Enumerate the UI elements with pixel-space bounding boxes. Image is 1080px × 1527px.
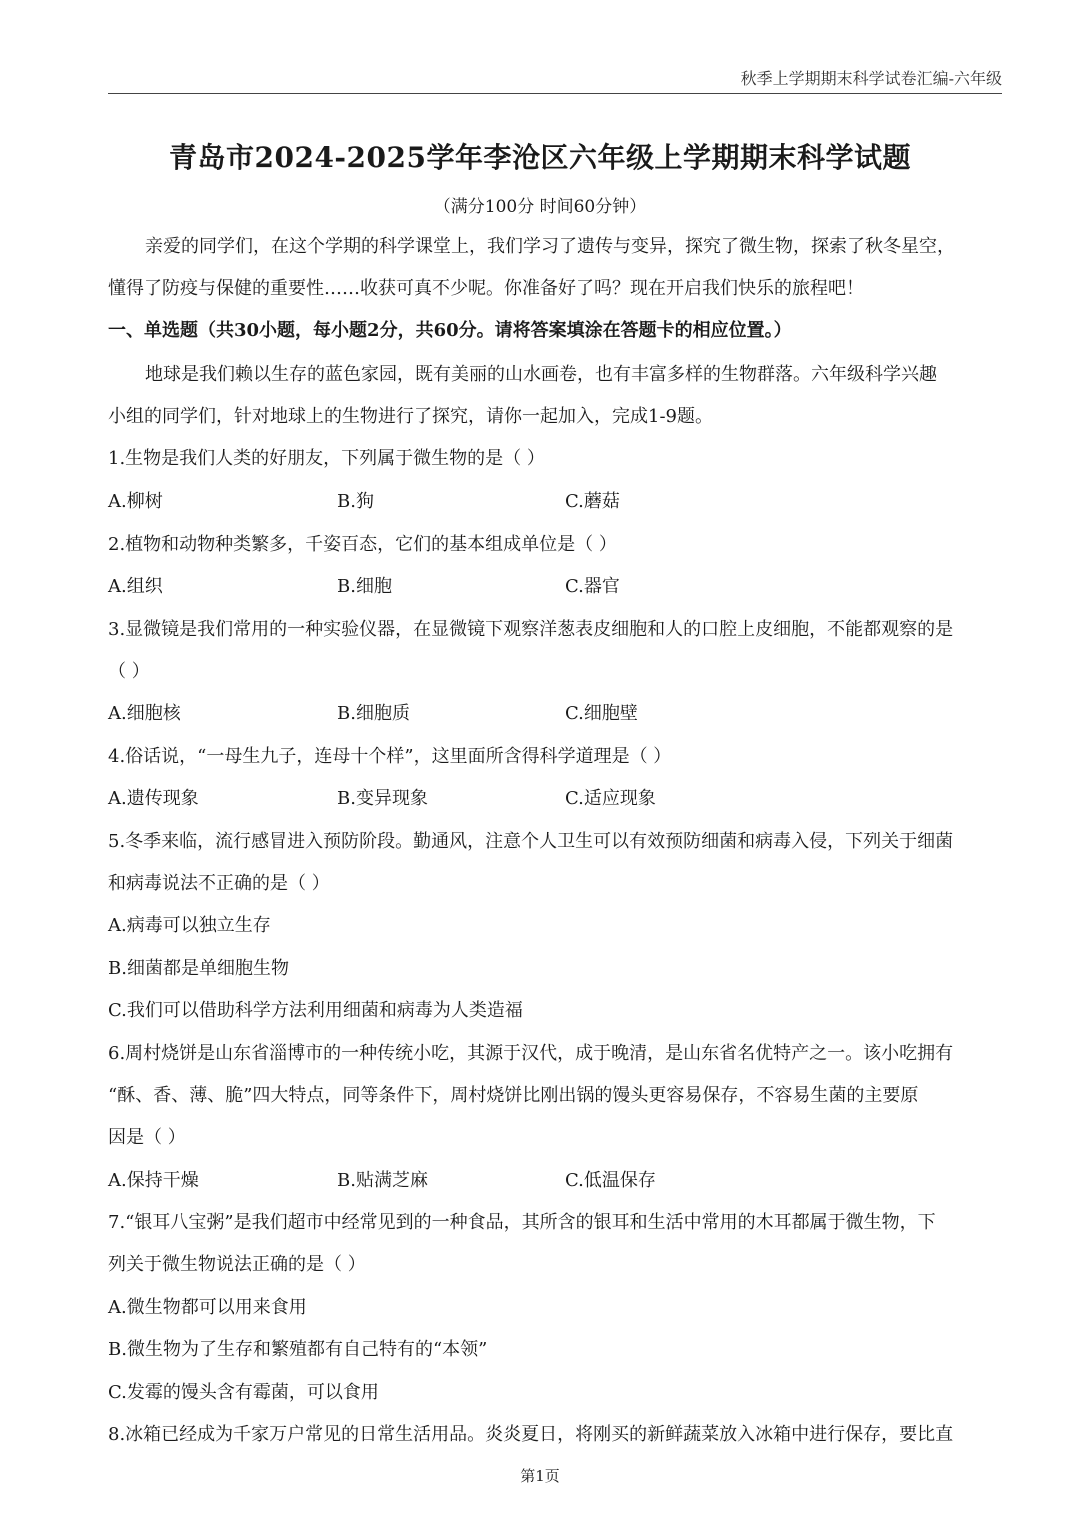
question-8-stem-line-1: 8.冰箱已经成为千家万户常见的日常生活用品。炎炎夏日，将刚买的新鲜蔬菜放入冰箱中进行保存，要比直 [108,1424,954,1445]
question-5-option-c: C.我们可以借助科学方法利用细菌和病毒为人类造福 [108,1000,523,1021]
exam-title: 青岛市2024-2025学年李沧区六年级上学期期末科学试题 [169,141,911,174]
intro-line-2: 懂得了防疫与保健的重要性……收获可真不少呢。你准备好了吗？现在开启我们快乐的旅程吧！ [108,278,864,299]
question-1-stem: 1.生物是我们人类的好朋友，下列属于微生物的是（ ） [108,448,545,469]
question-2-stem: 2.植物和动物种类繁多，千姿百态，它们的基本组成单位是（ ） [108,534,617,555]
question-3-option-c: C.细胞壁 [565,703,638,724]
question-2-option-a: A.组织 [108,576,163,597]
question-3-stem-line-1: 3.显微镜是我们常用的一种实验仪器，在显微镜下观察洋葱表皮细胞和人的口腔上皮细胞，不能都观察的是 [108,619,954,640]
question-2-option-b: B.细胞 [337,576,392,597]
question-3-stem-line-2: （ ） [108,661,150,682]
question-4-stem: 4.俗话说，“一母生九子，连母十个样”，这里面所含得科学道理是（ ） [108,746,672,767]
intro-line-1: 亲爱的同学们，在这个学期的科学课堂上，我们学习了遗传与变异，探究了微生物，探索了秋冬星空， [145,236,955,257]
question-7-option-c: C.发霉的馒头含有霉菌，可以食用 [108,1382,379,1403]
question-6-stem-line-2: “酥、香、薄、脆”四大特点，同等条件下，周村烧饼比刚出锅的馒头更容易保存，不容易生菌的主要原 [108,1085,919,1106]
question-5-option-b: B.细菌都是单细胞生物 [108,958,289,979]
page-number: 第1页 [520,1467,560,1485]
question-4-option-b: B.变异现象 [337,788,428,809]
header-divider [108,93,1002,94]
question-4-option-a: A.遗传现象 [108,788,199,809]
question-7-stem-line-1: 7.“银耳八宝粥”是我们超市中经常见到的一种食品，其所含的银耳和生活中常用的木耳都属于微生物，下 [108,1212,936,1233]
question-6-stem-line-3: 因是（ ） [108,1127,186,1148]
question-7-option-a: A.微生物都可以用来食用 [108,1297,307,1318]
question-5-stem-line-2: 和病毒说法不正确的是（ ） [108,873,330,894]
question-6-option-c: C.低温保存 [565,1170,656,1191]
section-heading: 一、单选题（共30小题，每小题2分，共60分。请将答案填涂在答题卡的相应位置。） [108,320,792,341]
question-5-option-a: A.病毒可以独立生存 [108,915,271,936]
question-3-option-b: B.细胞质 [337,703,410,724]
question-4-option-c: C.适应现象 [565,788,656,809]
question-1-option-a: A.柳树 [108,491,163,512]
context-line-1: 地球是我们赖以生存的蓝色家园，既有美丽的山水画卷，也有丰富多样的生物群落。六年级科学兴趣 [145,364,937,385]
context-line-2: 小组的同学们，针对地球上的生物进行了探究，请你一起加入，完成1-9题。 [108,406,713,427]
question-7-option-b: B.微生物为了生存和繁殖都有自己特有的“本领” [108,1339,488,1360]
question-2-option-c: C.器官 [565,576,620,597]
question-7-stem-line-2: 列关于微生物说法正确的是（ ） [108,1254,366,1275]
question-1-option-b: B.狗 [337,491,374,512]
question-6-option-a: A.保持干燥 [108,1170,199,1191]
question-1-option-c: C.蘑菇 [565,491,620,512]
running-header: 秋季上学期期末科学试卷汇编-六年级 [740,69,1002,88]
question-6-stem-line-1: 6.周村烧饼是山东省淄博市的一种传统小吃，其源于汉代，成于晚清，是山东省名优特产之一。该小吃拥有 [108,1043,954,1064]
question-3-option-a: A.细胞核 [108,703,181,724]
question-6-option-b: B.贴满芝麻 [337,1170,428,1191]
exam-subtitle: （满分100分 时间60分钟） [433,197,647,217]
question-5-stem-line-1: 5.冬季来临，流行感冒进入预防阶段。勤通风，注意个人卫生可以有效预防细菌和病毒入侵，下列关于细菌 [108,831,954,852]
